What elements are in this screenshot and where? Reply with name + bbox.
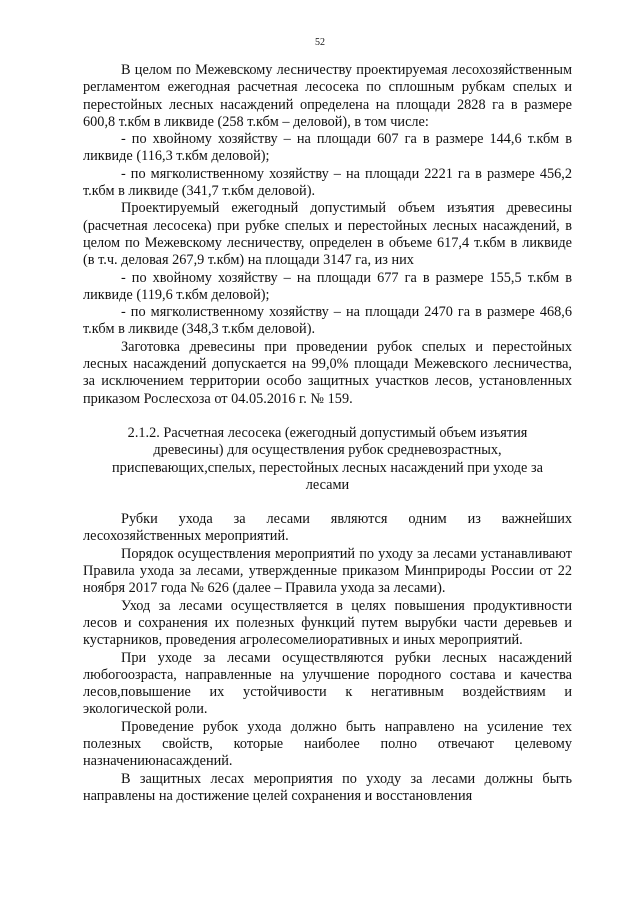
paragraph: Уход за лесами осуществляется в целях повышения продуктивности лесов и сохранения их полезных функций путем вырубки части деревьев и кустарников, проведения агролесомелиоративных и иных мероприятий. [83, 597, 572, 649]
section-1 [83, 62, 572, 408]
paragraph: При уходе за лесами осуществляются рубки лесных насаждений любогоозраста, направленные на улучшение породного состава и качества лесов,повышение их устойчивости к негативным воздействиям и экологической роли. [83, 649, 572, 718]
paragraph: Рубки ухода за лесами являются одним из важнейших лесохозяйственных мероприятий. [83, 511, 572, 545]
document-body [83, 62, 572, 805]
paragraph: - по хвойному хозяйству – на площади 607 га в размере 144,6 т.кбм в ликвиде (116,3 т.кбм деловой); [83, 131, 572, 165]
paragraph: Порядок осуществления мероприятий по уходу за лесами устанавливают Правила ухода за лесами, утвержденные приказом Минприроды России от 22 ноября 2017 года № 626 (далее – Правила ухода за лесами). [83, 545, 572, 597]
paragraph: В целом по Межевскому лесничеству проектируемая лесохозяйственным регламентом ежегодная расчетная лесосека по сплошным рубкам спелых и перестойных лесных насаждений определена на площади 2828 га в размере 600,8 т.кбм в ликвиде (258 т.кбм – деловой), в том числе: [83, 62, 572, 130]
section-heading: 2.1.2. Расчетная лесосека (ежегодный допустимый объем изъятия древесины) для осуществления рубок средневозрастных, приспевающих,спелых, перестойных лесных насаждений при уходе за лесами [112, 424, 543, 493]
paragraph: - по мягколиственному хозяйству – на площади 2470 га в размере 468,6 т.кбм в ликвиде (348,3 т.кбм деловой). [83, 304, 572, 338]
spacer [83, 408, 572, 425]
paragraph: Проведение рубок ухода должно быть направлено на усиление тех полезных свойств, которые наиболее полно отвечают целевому назначениюнасаждений. [83, 718, 572, 770]
paragraph: В защитных лесах мероприятия по уходу за лесами должны быть направлены на достижение целей сохранения и восстановления [83, 770, 572, 804]
spacer [83, 494, 572, 511]
paragraph: Проектируемый ежегодный допустимый объем изъятия древесины (расчетная лесосека) при рубке спелых и перестойных лесных насаждений, в целом по Межевскому лесничеству, определен в объеме 617,4 т.кбм в ликвиде (в т.ч. деловая 267,9 т.кбм) на площади 3147 га, из них [83, 200, 572, 269]
paragraph: - по мягколиственному хозяйству – на площади 2221 га в размере 456,2 т.кбм в ликвиде (341,7 т.кбм деловой). [83, 165, 572, 200]
paragraph: - по хвойному хозяйству – на площади 677 га в размере 155,5 т.кбм в ликвиде (119,6 т.кбм деловой); [83, 269, 572, 303]
page-number: 52 [315, 37, 325, 48]
paragraph: Заготовка древесины при проведении рубок спелых и перестойных лесных насаждений допускается на 99,0% площади Межевского лесничества, за исключением территории особо защитных участков лесов, установленных приказом Рослесхоза от 04.05.2016 г. № 159. [83, 338, 572, 407]
section-2 [83, 511, 572, 805]
